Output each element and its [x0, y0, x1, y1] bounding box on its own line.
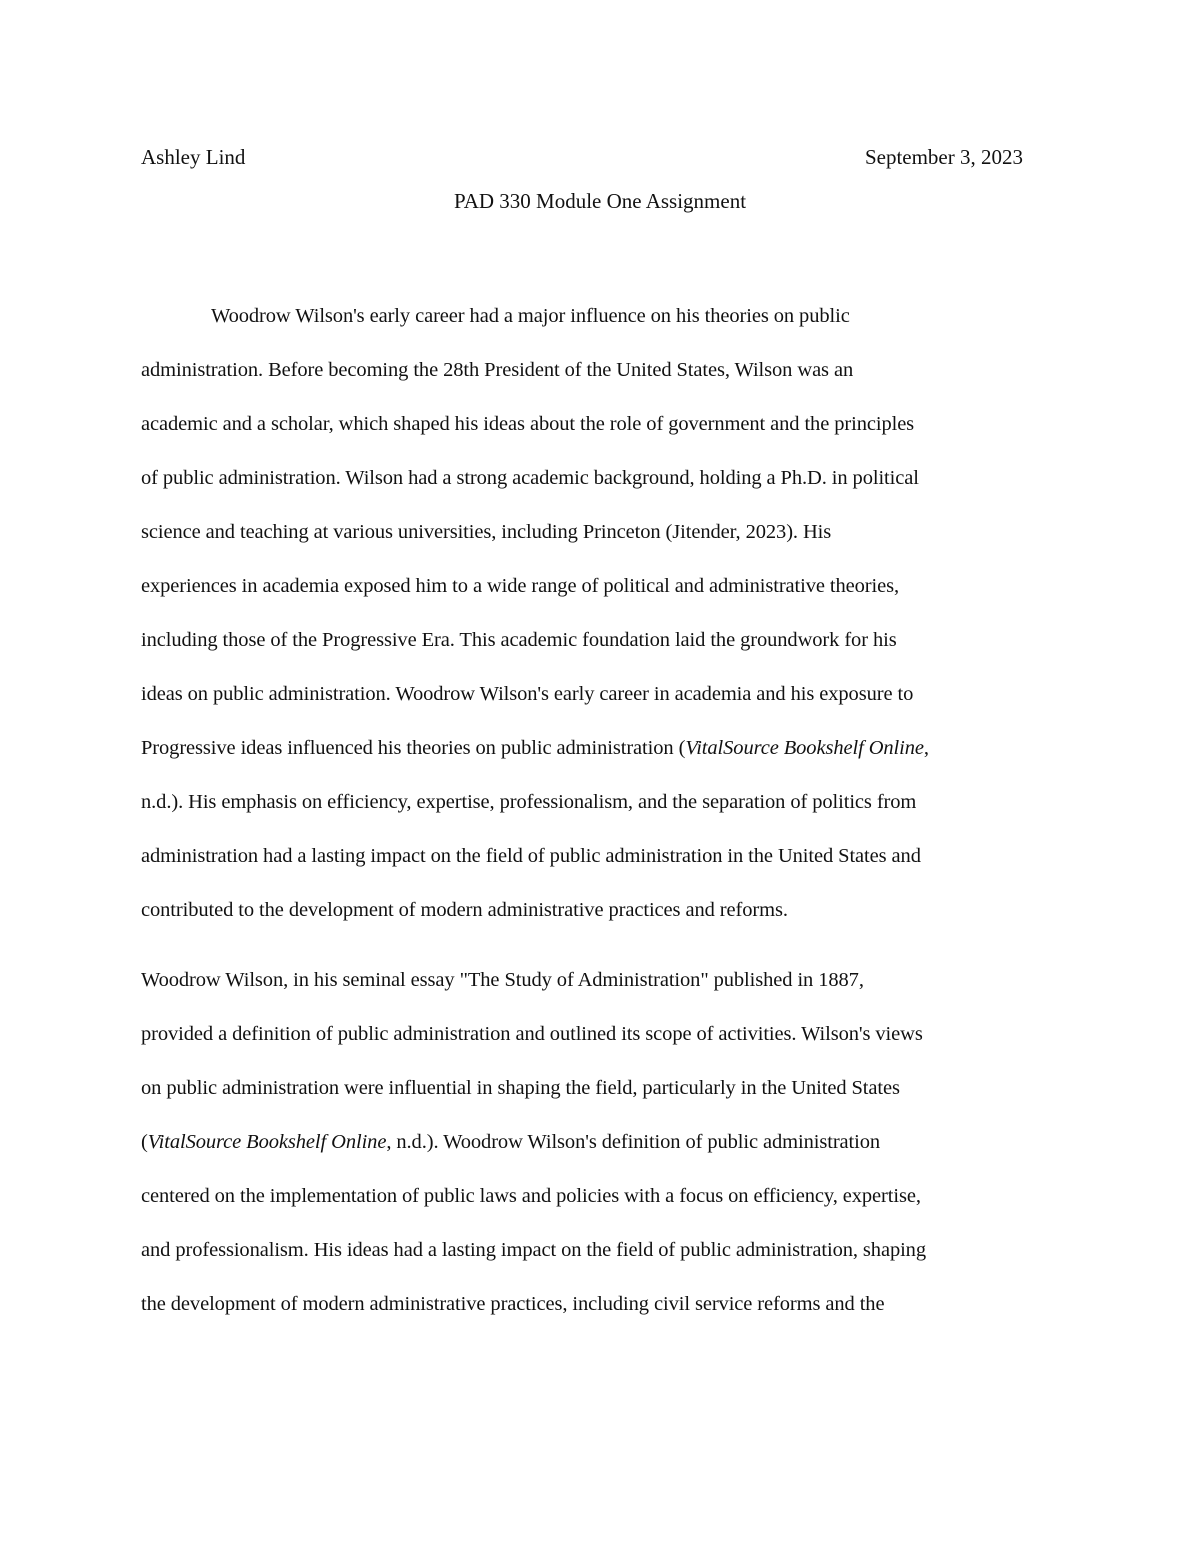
- text-line: academic and a scholar, which shaped his ideas about the role of government and the principles: [141, 413, 915, 435]
- text-segment: ,: [923, 737, 929, 759]
- text-line: and professionalism. His ideas had a lasting impact on the field of public administration, shaping: [141, 1239, 926, 1261]
- document-header: [141, 141, 1023, 173]
- text-line: provided a definition of public administration and outlined its scope of activities. Wilson's views: [141, 1023, 923, 1045]
- citation-title: VitalSource Bookshelf Online: [685, 737, 924, 759]
- author-name: Ashley Lind: [141, 145, 246, 169]
- document-title: PAD 330 Module One Assignment: [453, 189, 747, 213]
- paragraph-2: [141, 953, 1061, 1331]
- text-line: Woodrow Wilson's early career had a major influence on his theories on public: [211, 305, 850, 327]
- text-line: administration had a lasting impact on the field of public administration in the United States and: [141, 845, 921, 867]
- text-line: of public administration. Wilson had a strong academic background, holding a Ph.D. in political: [141, 467, 919, 489]
- text-line: science and teaching at various universities, including Princeton (Jitender, 2023). His: [141, 521, 832, 543]
- citation-title: VitalSource Bookshelf Online: [147, 1131, 387, 1153]
- text-line: on public administration were influential in shaping the field, particularly in the United States: [141, 1077, 900, 1099]
- text-segment: , n.d.). Woodrow Wilson's definition of public administration: [386, 1131, 881, 1153]
- text-line: administration. Before becoming the 28th President of the United States, Wilson was an: [141, 359, 854, 381]
- text-line: [141, 1115, 1061, 1169]
- text-line: experiences in academia exposed him to a wide range of political and administrative theories,: [141, 575, 900, 597]
- text-segment: Progressive ideas influenced his theories on public administration (: [141, 737, 686, 759]
- text-line: contributed to the development of modern administrative practices and reforms.: [141, 899, 788, 921]
- text-segment: (: [141, 1131, 148, 1153]
- text-line: the development of modern administrative practices, including civil service reforms and the: [141, 1293, 885, 1315]
- text-line: [141, 721, 1061, 775]
- text-line: ideas on public administration. Woodrow Wilson's early career in academia and his exposure to: [141, 683, 914, 705]
- text-line: Woodrow Wilson, in his seminal essay "The Study of Administration" published in 1887,: [141, 969, 864, 991]
- text-line: centered on the implementation of public laws and policies with a focus on efficiency, expertise,: [141, 1185, 921, 1207]
- text-line: including those of the Progressive Era. This academic foundation laid the groundwork for his: [141, 629, 897, 651]
- paragraph-1: [141, 289, 1061, 937]
- text-line: n.d.). His emphasis on efficiency, expertise, professionalism, and the separation of politics from: [141, 791, 917, 813]
- document-date: September 3, 2023: [864, 145, 1023, 169]
